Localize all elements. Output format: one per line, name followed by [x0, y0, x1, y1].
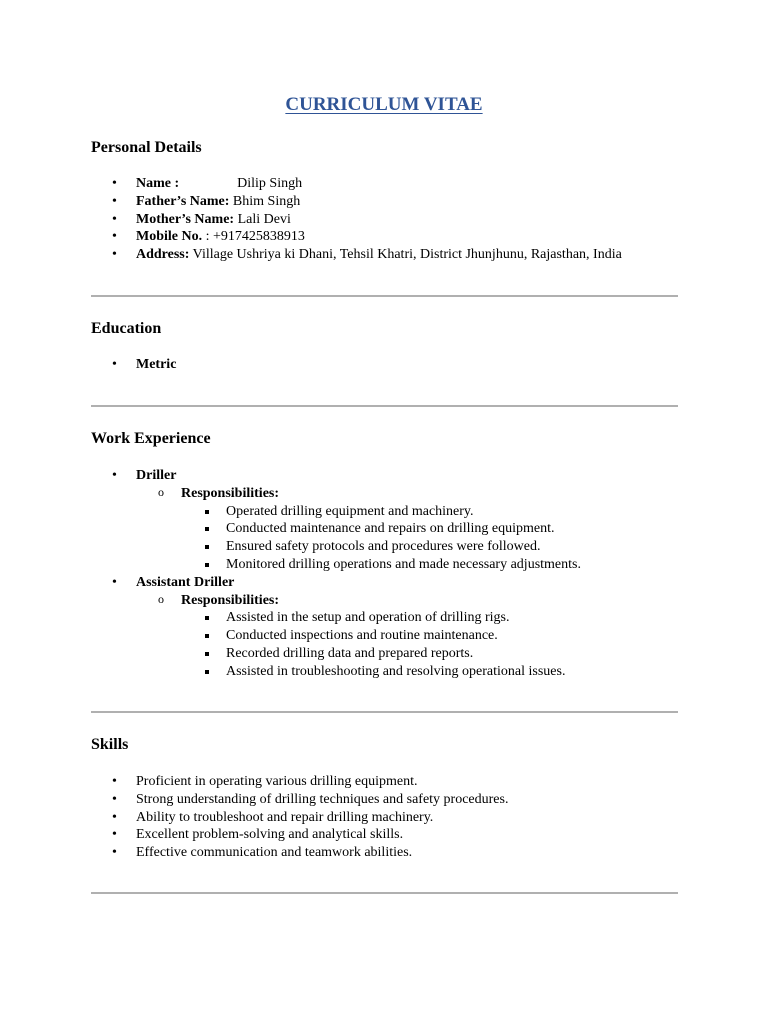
work-experience-heading: Work Experience: [91, 430, 211, 447]
document-title: CURRICULUM VITAE: [285, 94, 483, 115]
list-item: • Effective communication and teamwork abilities.: [91, 844, 508, 862]
name-label: Name :: [136, 176, 180, 191]
mobile-label: Mobile No.: [136, 229, 203, 245]
mobile-value: : +917425838913: [202, 229, 305, 245]
skills-list: [91, 773, 508, 862]
list-item-father-name: [91, 193, 622, 211]
job-item: [91, 467, 581, 574]
responsibilities-label: Responsibilities:: [181, 592, 280, 608]
list-item-address: [91, 246, 622, 264]
list-item: Conducted maintenance and repairs on drilling equipment.: [181, 520, 581, 538]
list-item: • Excellent problem-solving and analytical skills.: [91, 826, 508, 844]
list-item: Assisted in the setup and operation of drilling rigs.: [181, 609, 581, 627]
section-divider: [91, 892, 678, 894]
list-item: • Ability to troubleshoot and repair drilling machinery.: [91, 809, 508, 827]
mother-name-label: Mother’s Name:: [136, 211, 235, 227]
list-item: • Proficient in operating various drilling equipment.: [91, 773, 508, 791]
work-experience-list: [91, 467, 581, 681]
personal-details-heading: Personal Details: [91, 139, 202, 156]
list-item: • Strong understanding of drilling techniques and safety procedures.: [91, 791, 508, 809]
job-role: Driller: [136, 468, 177, 483]
father-name-label: Father’s Name:: [136, 193, 230, 209]
responsibilities-item: [136, 592, 581, 681]
address-value: Village Ushriya ki Dhani, Tehsil Khatri, District Jhunjhunu, Rajasthan, India: [189, 247, 622, 263]
responsibilities-item: [136, 485, 581, 574]
education-list: [91, 356, 176, 374]
responsibilities-label: Responsibilities:: [181, 485, 280, 501]
list-item: Assisted in troubleshooting and resolving operational issues.: [181, 663, 581, 681]
job-item: [91, 574, 581, 681]
personal-details-list: [91, 175, 622, 264]
section-divider: [91, 405, 678, 407]
skills-heading: Skills: [91, 736, 129, 753]
list-item-mother-name: [91, 211, 622, 229]
mother-name-value: Lali Devi: [234, 211, 291, 227]
father-name-value: Bhim Singh: [229, 193, 301, 209]
address-label: Address:: [136, 247, 190, 263]
list-item: Conducted inspections and routine maintenance.: [181, 627, 581, 645]
list-item: Recorded drilling data and prepared reports.: [181, 645, 581, 663]
list-item-mobile: [91, 228, 622, 246]
list-item: Monitored drilling operations and made necessary adjustments.: [181, 556, 581, 574]
list-item: • Metric: [91, 356, 176, 374]
list-item-name: [91, 175, 622, 193]
name-value: Dilip Singh: [237, 176, 303, 191]
section-divider: [91, 295, 678, 297]
job-role: Assistant Driller: [136, 574, 235, 590]
list-item: Operated drilling equipment and machinery.: [181, 503, 581, 521]
section-divider: [91, 711, 678, 713]
education-heading: Education: [91, 320, 162, 337]
list-item: Ensured safety protocols and procedures were followed.: [181, 538, 581, 556]
